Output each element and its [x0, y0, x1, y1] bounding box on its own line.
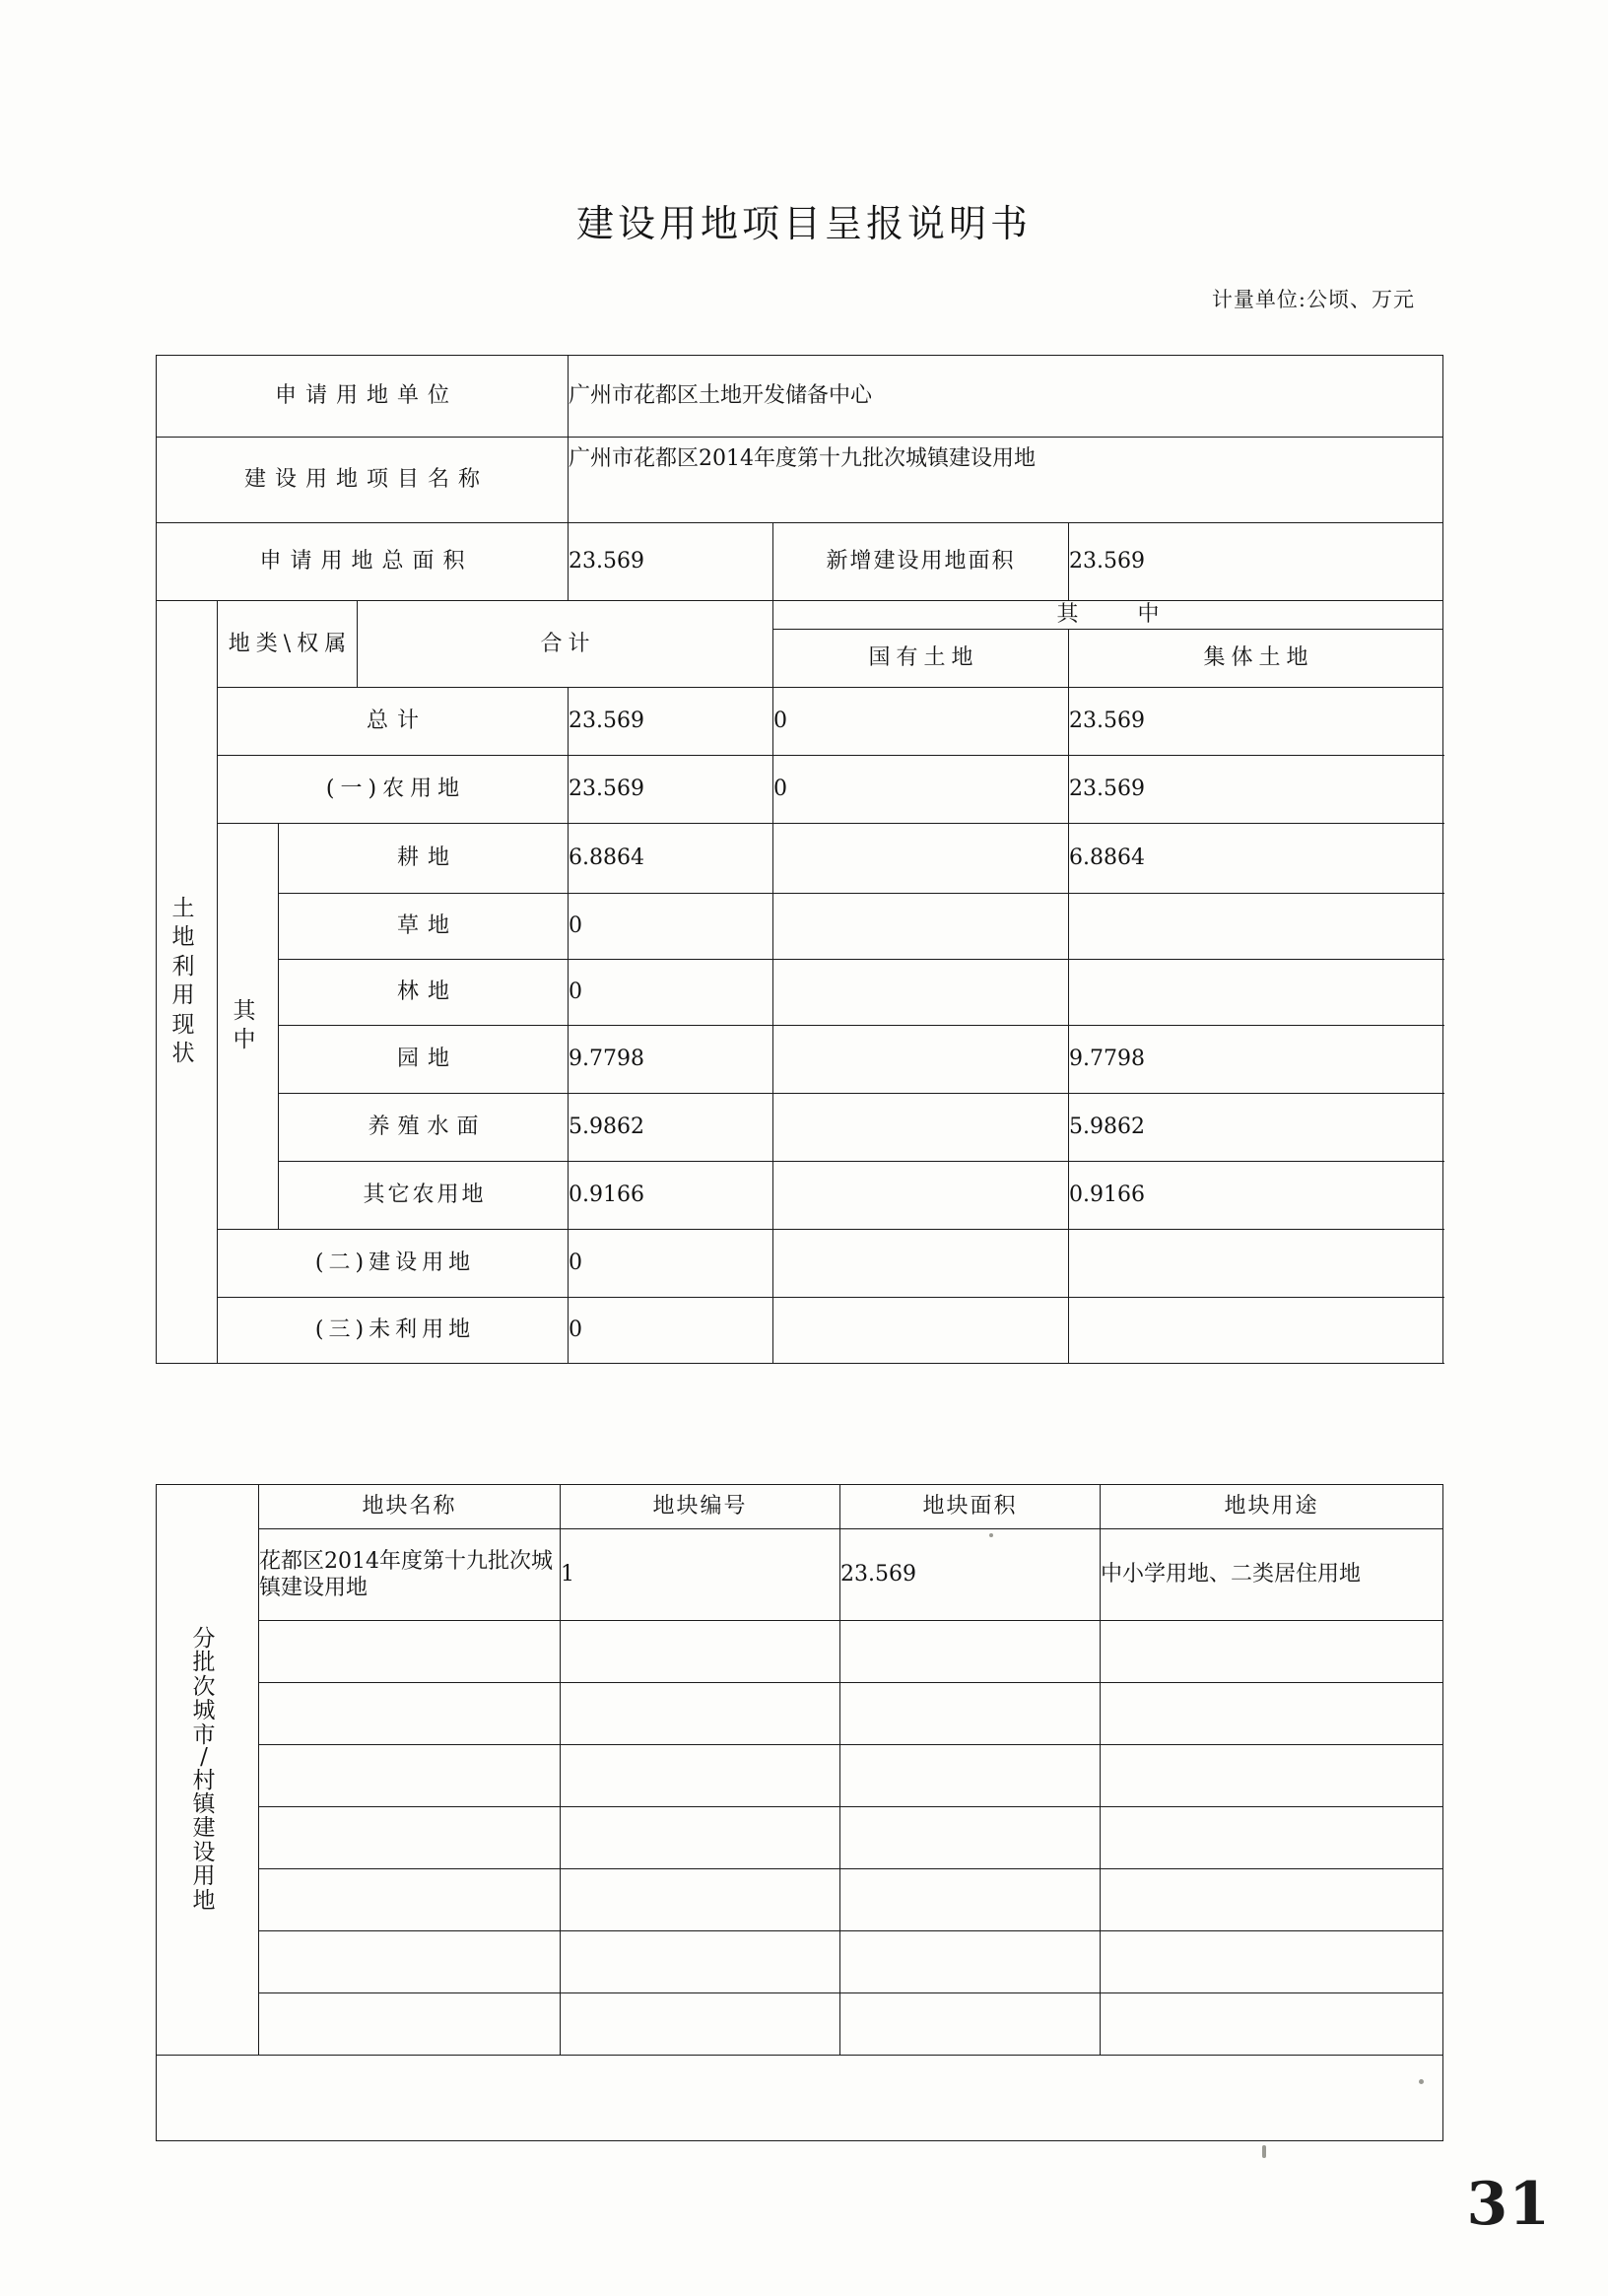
cell-state-owned: 0 [773, 687, 1069, 755]
side-label-batch-construction-land [157, 1485, 259, 2056]
table-row [157, 687, 1443, 755]
cell-state-owned: 0 [773, 755, 1069, 823]
cell-parcel-use [1101, 1807, 1443, 1869]
cell-collective: 5.9862 [1069, 1093, 1443, 1161]
table-row-empty [157, 1807, 1443, 1869]
cell-parcel-code [561, 1621, 840, 1683]
page-number: 31 [1466, 2170, 1551, 2239]
cell-state-owned [773, 1025, 1069, 1093]
label-total-area: 申请用地总面积 [157, 523, 569, 601]
cell-parcel-name [259, 1993, 561, 2056]
cell-parcel-area: 23.569 [840, 1529, 1101, 1621]
cell-collective [1069, 893, 1443, 959]
cell-parcel-code [561, 1993, 840, 2056]
cell-parcel-area [840, 1745, 1101, 1807]
row-label-forest-land: 林地 [279, 959, 569, 1025]
header-parcel-use: 地块用途 [1101, 1485, 1443, 1529]
cell-total: 6.8864 [569, 823, 773, 893]
cell-state-owned [773, 1229, 1069, 1297]
table-row-parcel-headers [157, 1485, 1443, 1529]
row-label-unused-land: (三)未利用地 [218, 1297, 569, 1363]
cell-parcel-area [840, 1931, 1101, 1993]
land-application-table [156, 355, 1443, 1364]
cell-parcel-code [561, 1869, 840, 1931]
scan-speck [989, 1533, 993, 1537]
table-row-empty [157, 1745, 1443, 1807]
cell-parcel-name [259, 1745, 561, 1807]
side-label-land-use-status [157, 601, 218, 1364]
cell-state-owned [773, 1161, 1069, 1229]
measurement-unit-note: 计量单位:公顷、万元 [1211, 288, 1415, 311]
value-total-area: 23.569 [569, 523, 773, 601]
cell-collective: 0.9166 [1069, 1161, 1443, 1229]
header-among: 其中 [773, 601, 1443, 630]
cell-collective: 6.8864 [1069, 823, 1443, 893]
cell-total: 23.569 [569, 755, 773, 823]
cell-state-owned [773, 1297, 1069, 1363]
header-state-owned-land: 国有土地 [773, 629, 1069, 687]
cell-state-owned [773, 823, 1069, 893]
header-parcel-area: 地块面积 [840, 1485, 1101, 1529]
scan-speck [1419, 2079, 1424, 2084]
value-new-construction-area: 23.569 [1069, 523, 1443, 601]
cell-total: 0.9166 [569, 1161, 773, 1229]
row-label-other-agricultural-land: 其它农用地 [279, 1161, 569, 1229]
cell-total: 0 [569, 959, 773, 1025]
table-row-areas [157, 523, 1443, 601]
cell-parcel-name [259, 1683, 561, 1745]
value-applicant-unit: 广州市花都区土地开发储备中心 [569, 356, 1443, 438]
cell-parcel-name [259, 1807, 561, 1869]
row-label-construction-land: (二)建设用地 [218, 1229, 569, 1297]
table-row-footer [157, 2056, 1443, 2141]
row-label-orchard-land: 园地 [279, 1025, 569, 1093]
cell-total: 0 [569, 1297, 773, 1363]
label-project-name: 建设用地项目名称 [157, 438, 569, 523]
scan-speck [1262, 2145, 1266, 2158]
table-row [157, 1025, 1443, 1093]
cell-parcel-name [259, 1621, 561, 1683]
cell-parcel-code [561, 1745, 840, 1807]
header-collective-land: 集体土地 [1069, 629, 1443, 687]
cell-parcel-code: 1 [561, 1529, 840, 1621]
sub-side-label-among [218, 823, 279, 1229]
cell-parcel-use [1101, 1621, 1443, 1683]
cell-collective: 23.569 [1069, 687, 1443, 755]
table-row-empty [157, 1869, 1443, 1931]
table-row [157, 823, 1443, 893]
cell-state-owned [773, 959, 1069, 1025]
cell-collective [1069, 959, 1443, 1025]
cell-parcel-name [259, 1869, 561, 1931]
table-row-empty [157, 1931, 1443, 1993]
cell-total: 5.9862 [569, 1093, 773, 1161]
label-new-construction-area: 新增建设用地面积 [773, 523, 1069, 601]
cell-collective: 9.7798 [1069, 1025, 1443, 1093]
label-applicant-unit: 申请用地单位 [157, 356, 569, 438]
header-category-ownership: 地类\权属 [218, 601, 358, 688]
cell-parcel-use [1101, 1745, 1443, 1807]
table-row [157, 755, 1443, 823]
table-row-applicant [157, 356, 1443, 438]
table-row [157, 1229, 1443, 1297]
cell-parcel-use: 中小学用地、二类居住用地 [1101, 1529, 1443, 1621]
cell-collective [1069, 1229, 1443, 1297]
cell-collective: 23.569 [1069, 755, 1443, 823]
cell-parcel-use [1101, 1869, 1443, 1931]
cell-parcel-name: 花都区2014年度第十九批次城镇建设用地 [259, 1529, 561, 1621]
cell-total: 9.7798 [569, 1025, 773, 1093]
cell-parcel-code [561, 1931, 840, 1993]
table-row [157, 1161, 1443, 1229]
cell-parcel-name [259, 1931, 561, 1993]
table-row-project-name [157, 438, 1443, 523]
cell-parcel-use [1101, 1993, 1443, 2056]
cell-state-owned [773, 893, 1069, 959]
value-project-name: 广州市花都区2014年度第十九批次城镇建设用地 [569, 438, 1443, 523]
header-total: 合计 [358, 601, 773, 688]
row-label-cultivated-land: 耕地 [279, 823, 569, 893]
page-title: 建设用地项目呈报说明书 [575, 202, 1032, 245]
header-parcel-name: 地块名称 [259, 1485, 561, 1529]
cell-parcel-area [840, 1683, 1101, 1745]
cell-parcel-area [840, 1807, 1101, 1869]
table-row [157, 959, 1443, 1025]
side-label-batch-construction-land-text: 分 批 次 城 市 / 村 镇 建 设 用 地 [192, 1626, 223, 1914]
table-row [157, 1529, 1443, 1621]
cell-total: 0 [569, 1229, 773, 1297]
table-row-empty [157, 1993, 1443, 2056]
cell-total: 23.569 [569, 687, 773, 755]
row-label-grand-total: 总计 [218, 687, 569, 755]
table-row [157, 1297, 1443, 1363]
cell-parcel-code [561, 1683, 840, 1745]
header-parcel-code: 地块编号 [561, 1485, 840, 1529]
cell-parcel-footer [157, 2056, 1443, 2141]
sub-side-label-among-text: 其 中 [233, 997, 263, 1052]
cell-parcel-use [1101, 1931, 1443, 1993]
cell-total: 0 [569, 893, 773, 959]
table-row [157, 1093, 1443, 1161]
row-label-aquaculture-water: 养殖水面 [279, 1093, 569, 1161]
row-label-grassland: 草地 [279, 893, 569, 959]
table-row-among-header [157, 601, 1443, 630]
parcel-breakdown-table [156, 1484, 1443, 2141]
cell-parcel-area [840, 1621, 1101, 1683]
table-row-empty [157, 1621, 1443, 1683]
cell-state-owned [773, 1093, 1069, 1161]
cell-collective [1069, 1297, 1443, 1363]
cell-parcel-area [840, 1993, 1101, 2056]
side-label-land-use-status-text: 土 地 利 用 现 状 [171, 895, 202, 1067]
table-row [157, 893, 1443, 959]
row-label-agricultural-land: (一)农用地 [218, 755, 569, 823]
cell-parcel-use [1101, 1683, 1443, 1745]
table-row-empty [157, 1683, 1443, 1745]
cell-parcel-area [840, 1869, 1101, 1931]
cell-parcel-code [561, 1807, 840, 1869]
